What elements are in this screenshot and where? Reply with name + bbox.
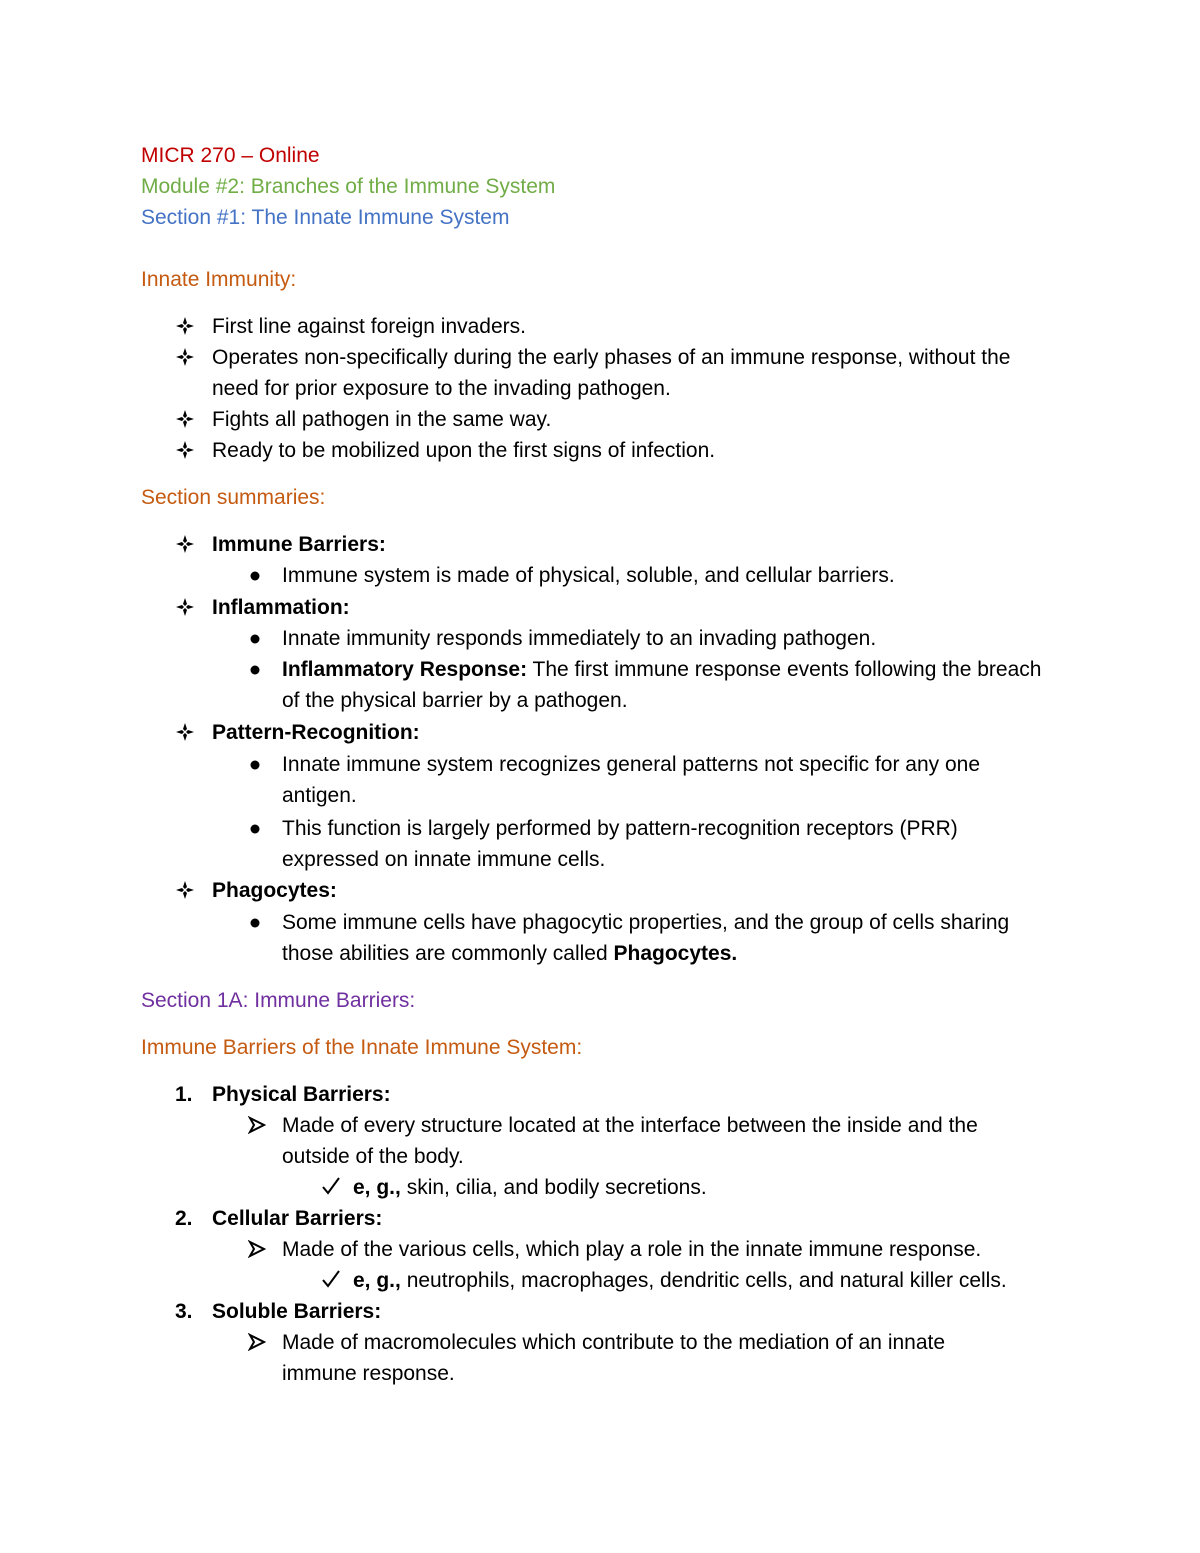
round-bullet-icon [250, 665, 260, 675]
course-title: MICR 270 – Online [141, 144, 320, 167]
diamond-bullet-icon [175, 409, 195, 429]
diamond-bullet-icon [175, 534, 195, 554]
arrowhead-bullet-icon [248, 1116, 266, 1134]
diamond-bullet-icon [175, 347, 195, 367]
diamond-bullet-icon [175, 597, 195, 617]
round-bullet-icon [250, 760, 260, 770]
section-summaries-heading: Section summaries: [141, 486, 326, 509]
document-page: MICR 270 – Online Module #2: Branches of the Immune System Section #1: The Innate Immune System Innate Immunity: First line against foreign invaders. Operates non-specifically during the early phases of an immune response, without the need for prior exposure to the invading pathogen. Fights all pathogen in the same way. Ready to be mobilized upon the first signs of infection. Section summaries: Immune Barriers: Immune system is made of physical, soluble, and cellular barriers. Inflammation: Innate immunity responds immediately to an invading pathogen. Inflammatory Response: The first immune response events following the breach of the physical barrier by a pathogen. Pattern-Recognition: Innate immune system recognizes general patterns not specific for any one antigen. This function is largely performed by pattern-recognition receptors (PRR) expressed on innate immune cells. Phagocytes: Some immune cells have phagocytic properties, and the group of cells sharing those abilities are commonly called Phagocytes. Section 1A: Immune Barriers: Immune Barriers of the Innate Immune System: 1. Physical Barriers: Made of every structure located at the interface between the inside and the outside of the body. e, g., skin, cilia, and bodily secretions. 2. Cellular Barriers: Made of the various cells, which play a role in the innate immune response. e, g., neutrophils, macrophages, dendritic cells, and natural killer cells. 3. Soluble Barriers: Made of macromolecules which contribute to the mediation of an innate immune response. [0, 0, 1200, 1553]
diamond-bullet-icon [175, 440, 195, 460]
round-bullet-icon [250, 918, 260, 928]
innate-immunity-heading: Innate Immunity: [141, 268, 297, 291]
round-bullet-icon [250, 634, 260, 644]
arrowhead-bullet-icon [248, 1333, 266, 1351]
diamond-bullet-icon [175, 880, 195, 900]
module-title: Module #2: Branches of the Immune System [141, 175, 556, 198]
arrowhead-bullet-icon [248, 1240, 266, 1258]
checkmark-icon [321, 1269, 341, 1289]
round-bullet-icon [250, 824, 260, 834]
diamond-bullet-icon [175, 722, 195, 742]
section-1a-heading: Section 1A: Immune Barriers: [141, 989, 416, 1012]
checkmark-icon [321, 1176, 341, 1196]
section-title: Section #1: The Innate Immune System [141, 206, 510, 229]
diamond-bullet-icon [175, 316, 195, 336]
immune-barriers-heading: Immune Barriers of the Innate Immune System: [141, 1036, 583, 1059]
round-bullet-icon [250, 571, 260, 581]
